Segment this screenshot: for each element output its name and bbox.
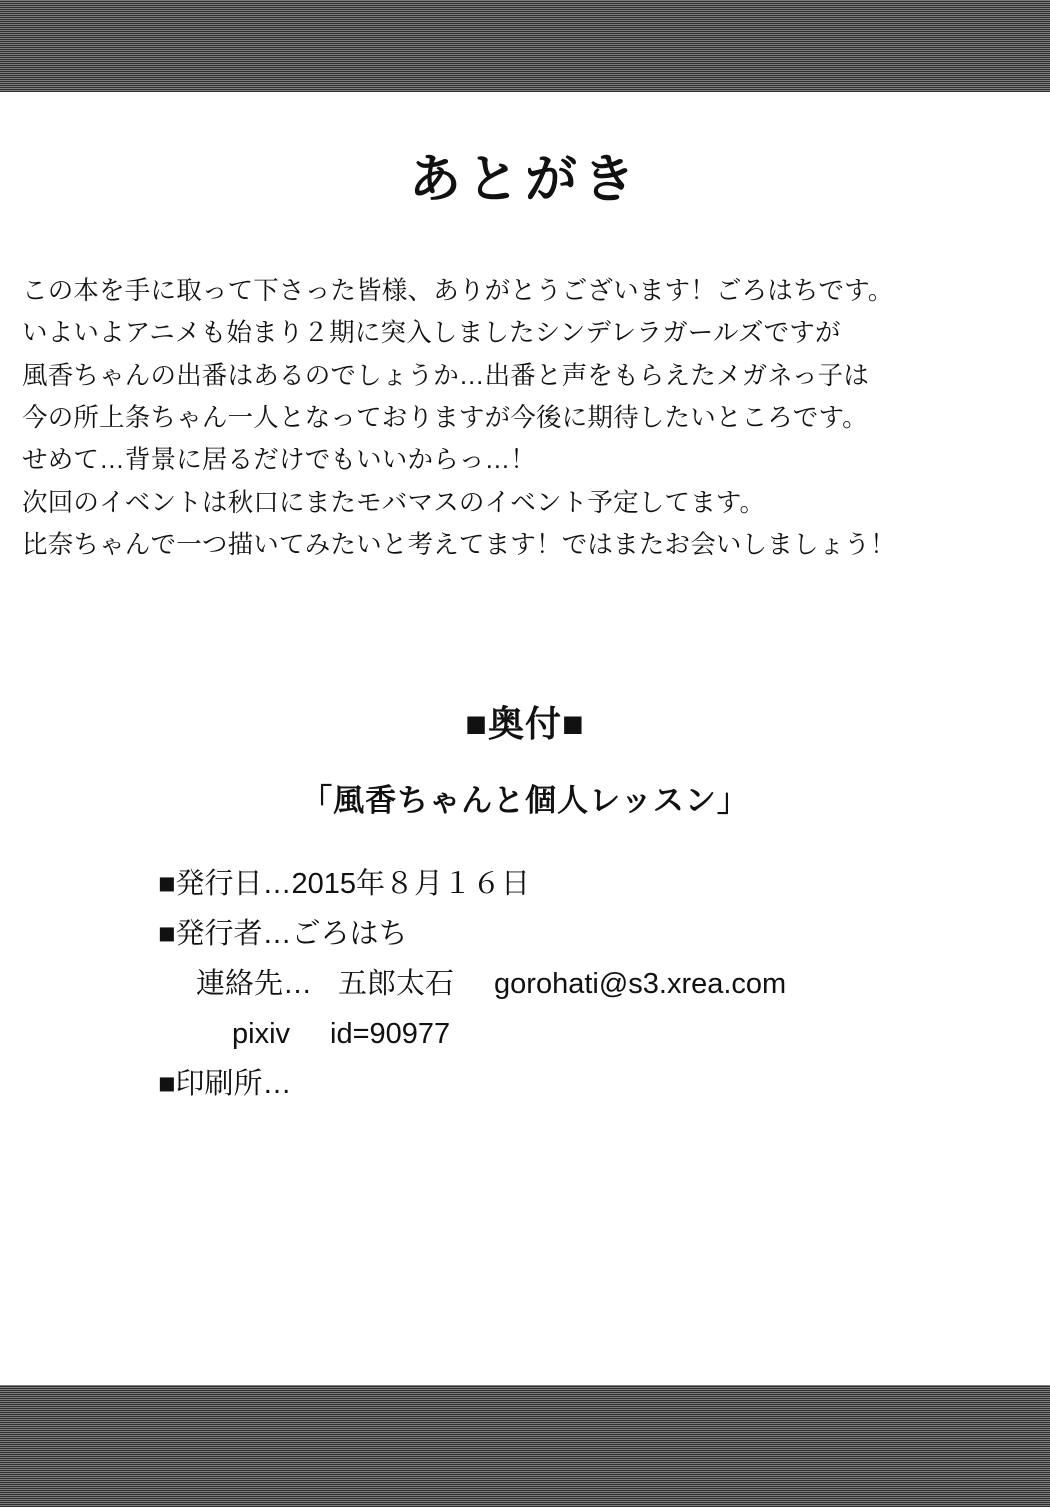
colophon-pixiv-label: pixiv — [232, 1017, 291, 1050]
page-content — [0, 92, 1050, 1385]
colophon-publish-date-label: ■発行日… — [158, 868, 292, 901]
colophon-section — [0, 696, 1050, 1109]
colophon-pixiv-row — [158, 1010, 1050, 1060]
afterword-line: 比奈ちゃんで一つ描いてみたいと考えてます！ではまたお会いしましょう！ — [22, 530, 896, 559]
colophon-printer-label: ■印刷所… — [158, 1067, 292, 1100]
colophon-pixiv-id: id=90977 — [330, 1017, 451, 1050]
colophon-details — [0, 860, 1050, 1109]
colophon-contact-email: gorohati@s3.xrea.com — [494, 968, 787, 1001]
colophon-publish-date-value: 2015年８月１６日 — [291, 868, 531, 901]
afterword-title: あとがき — [408, 151, 641, 209]
bottom-decorative-band — [0, 1385, 1050, 1507]
afterword-line: せめて…背景に居るだけでもいいからっ…！ — [22, 446, 537, 475]
afterword-line: いよいよアニメも始まり２期に突入しましたシンデレラガールズですが — [22, 319, 841, 348]
colophon-contact-name: 五郎太石 — [338, 968, 455, 1001]
colophon-book-title: 「風香ちゃんと個人レッスン」 — [301, 783, 749, 819]
colophon-contact-label: 連絡先… — [196, 968, 313, 1001]
afterword-body — [22, 270, 1050, 566]
colophon-publisher-row — [158, 910, 1050, 960]
colophon-publish-date-row — [158, 860, 1050, 910]
afterword-line: 次回のイベントは秋口にまたモバマスのイベント予定してます。 — [22, 488, 766, 517]
colophon-contact-row — [158, 960, 1050, 1010]
afterword-line: 風香ちゃんの出番はあるのでしょうか…出番と声をもらえたメガネっ子は — [22, 361, 870, 390]
top-decorative-band — [0, 0, 1050, 92]
colophon-publisher-label: ■発行者… — [158, 918, 292, 951]
colophon-publisher-value: ごろはち — [291, 918, 408, 951]
afterword-line: 今の所上条ちゃん一人となっておりますが今後に期待したいところです。 — [22, 403, 868, 432]
afterword-line: この本を手に取って下さった皆様、ありがとうございます！ごろはちです。 — [22, 277, 894, 305]
colophon-printer-row — [158, 1060, 1050, 1110]
colophon-heading: ■奥付■ — [465, 703, 585, 745]
